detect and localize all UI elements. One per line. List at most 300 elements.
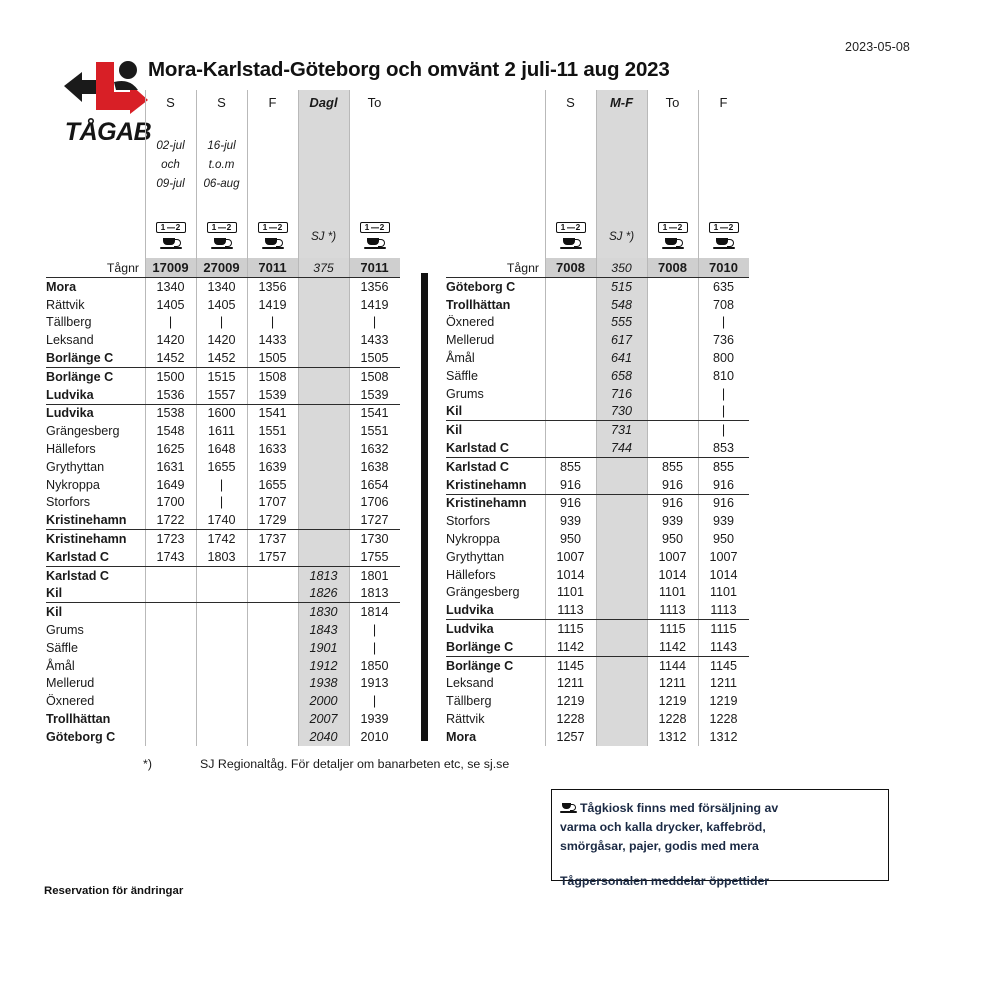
table-row	[46, 585, 400, 603]
first-second-class-icon: 1 2	[556, 222, 586, 233]
departure-time: 1700	[145, 494, 196, 512]
table-row	[446, 638, 749, 656]
departure-time	[247, 639, 298, 657]
station-name: Borlänge C	[46, 349, 145, 367]
coffee-cup-icon	[160, 237, 182, 250]
column-operator-right-1: SJ *)	[596, 214, 647, 258]
column-icons-left-1	[196, 214, 247, 258]
station-name: Åmål	[446, 351, 475, 366]
table-row	[46, 331, 400, 349]
column-daytype-right-1: M-F	[596, 90, 647, 114]
table-row	[446, 584, 749, 602]
departure-time: 916	[698, 476, 749, 494]
table-row	[446, 728, 749, 746]
departure-time: 1632	[349, 440, 400, 458]
departure-time: 1211	[698, 675, 749, 693]
station-name: Grums	[46, 623, 84, 638]
tagab-logo-text: TÅGAB	[64, 118, 152, 146]
departure-time	[298, 511, 349, 529]
table-row	[446, 314, 749, 332]
station-name: Ludvika	[446, 601, 545, 619]
column-validity-left-3	[298, 114, 349, 214]
departure-time: 916	[545, 494, 596, 512]
station-name: Öxnered	[46, 694, 95, 709]
departure-time: |	[145, 314, 196, 332]
icons-spacer	[446, 214, 545, 258]
table-row	[446, 476, 749, 494]
departure-time: 1405	[145, 296, 196, 314]
station-name: Hällefors	[46, 442, 96, 457]
header-spacer	[446, 90, 545, 114]
departure-time: 1228	[698, 710, 749, 728]
departure-time: |	[196, 314, 247, 332]
departure-time	[596, 548, 647, 566]
departure-time	[247, 585, 298, 603]
departure-time: 1143	[698, 638, 749, 656]
column-daytype-left-4: To	[349, 90, 400, 114]
departure-time	[596, 476, 647, 494]
departure-time: |	[698, 314, 749, 332]
table-row	[46, 639, 400, 657]
train-number-left-0: 17009	[145, 258, 196, 278]
station-name: Karlstad C	[446, 459, 509, 474]
departure-time: 1740	[196, 511, 247, 529]
departure-time: 515	[596, 278, 647, 296]
departure-time	[596, 457, 647, 475]
departure-time	[247, 657, 298, 675]
train-number-row	[46, 258, 400, 278]
departure-time	[298, 440, 349, 458]
first-second-class-icon: 1 2	[207, 222, 237, 233]
departure-time: 555	[596, 314, 647, 332]
departure-time	[545, 367, 596, 385]
header-row-icons	[446, 214, 749, 258]
departure-time	[145, 603, 196, 621]
departure-time: 1901	[298, 639, 349, 657]
departure-time: 1737	[247, 530, 298, 548]
coffee-cup-icon	[364, 237, 386, 250]
departure-time: 635	[698, 278, 749, 296]
departure-time	[298, 476, 349, 494]
departure-time: |	[349, 692, 400, 710]
departure-time: 1508	[349, 367, 400, 385]
station-name: Mora	[446, 729, 477, 744]
departure-time: 2040	[298, 728, 349, 746]
departure-time: 1938	[298, 675, 349, 693]
departure-time: 1707	[247, 494, 298, 512]
departure-time: 1452	[145, 349, 196, 367]
departure-time: 1655	[247, 476, 298, 494]
table-row	[46, 657, 400, 675]
departure-time: 1757	[247, 548, 298, 566]
departure-time	[247, 728, 298, 746]
reservation-note: Reservation för ändringar	[44, 885, 184, 897]
station-name: Kil	[46, 605, 63, 620]
station-name: Mora	[46, 279, 77, 294]
footnote-marker: *)	[143, 757, 152, 771]
departure-time: 1850	[349, 657, 400, 675]
column-icons-left-4	[349, 214, 400, 258]
departure-time: 916	[647, 476, 698, 494]
departure-time: 1144	[647, 656, 698, 674]
table-row	[446, 457, 749, 475]
departure-time	[145, 566, 196, 584]
column-daytype-right-2: To	[647, 90, 698, 114]
station-name: Leksand	[46, 333, 94, 348]
table-row	[446, 367, 749, 385]
table-row	[446, 675, 749, 693]
kiosk-line-3: smörgåsar, pajer, godis med mera	[560, 839, 759, 853]
departure-time: 855	[545, 457, 596, 475]
station-name: Nykroppa	[446, 532, 500, 547]
validity-line-2: t.o.m	[208, 157, 235, 171]
departure-time: 1228	[647, 710, 698, 728]
departure-time: 1803	[196, 548, 247, 566]
departure-time: 1633	[247, 440, 298, 458]
departure-time: 1419	[247, 296, 298, 314]
departure-time	[596, 710, 647, 728]
departure-time	[545, 296, 596, 314]
departure-time: 1538	[145, 404, 196, 422]
departure-time: 1419	[349, 296, 400, 314]
departure-time: 1611	[196, 422, 247, 440]
departure-time: |	[247, 314, 298, 332]
station-name: Kristinehamn	[46, 532, 127, 547]
departure-time	[545, 349, 596, 367]
column-icons-right-2	[647, 214, 698, 258]
departure-time	[545, 331, 596, 349]
departure-time	[298, 404, 349, 422]
departure-time: 916	[647, 494, 698, 512]
departure-time: 1814	[349, 603, 400, 621]
header-row-icons	[46, 214, 400, 258]
column-validity-right-3	[698, 114, 749, 214]
departure-time	[647, 278, 698, 296]
departure-time: 708	[698, 296, 749, 314]
departure-time	[647, 367, 698, 385]
departure-time: 1505	[247, 349, 298, 367]
departure-time: 2010	[349, 728, 400, 746]
departure-time: 1539	[349, 386, 400, 404]
departure-time	[647, 331, 698, 349]
departure-time: 1113	[698, 601, 749, 619]
departure-time	[596, 530, 647, 548]
departure-time: 1706	[349, 494, 400, 512]
departure-time: 1142	[545, 638, 596, 656]
departure-time: 853	[698, 439, 749, 457]
departure-time	[647, 385, 698, 403]
table-row	[46, 511, 400, 529]
train-number-left-1: 27009	[196, 258, 247, 278]
departure-time: |	[196, 476, 247, 494]
departure-time: 1500	[145, 367, 196, 385]
station-name: Säffle	[446, 368, 478, 383]
departure-time: 641	[596, 349, 647, 367]
departure-time: 1211	[545, 675, 596, 693]
station-name: Leksand	[446, 676, 494, 691]
departure-time	[145, 728, 196, 746]
table-row	[46, 566, 400, 584]
departure-time: 1625	[145, 440, 196, 458]
departure-time	[247, 566, 298, 584]
departure-time: 950	[647, 530, 698, 548]
departure-time: 1007	[545, 548, 596, 566]
departure-time: 1145	[545, 656, 596, 674]
column-validity-right-2	[647, 114, 698, 214]
departure-time: 1722	[145, 511, 196, 529]
station-name: Karlstad C	[46, 548, 145, 566]
departure-time	[298, 278, 349, 296]
departure-time	[596, 620, 647, 638]
departure-time: |	[698, 421, 749, 439]
header-row-validity	[446, 114, 749, 214]
column-daytype-left-1: S	[196, 90, 247, 114]
first-second-class-icon: 1 2	[658, 222, 688, 233]
departure-time: 1257	[545, 728, 596, 746]
validity-line-2: och	[161, 157, 180, 171]
departure-time: 1101	[647, 584, 698, 602]
column-daytype-right-0: S	[545, 90, 596, 114]
departure-time	[596, 566, 647, 584]
station-name: Ludvika	[446, 622, 494, 637]
departure-time: 731	[596, 421, 647, 439]
table-row	[446, 349, 749, 367]
departure-time: 1548	[145, 422, 196, 440]
station-name: Ludvika	[46, 386, 145, 404]
departure-time: 1939	[349, 710, 400, 728]
first-second-class-icon: 1 2	[360, 222, 390, 233]
departure-time: 800	[698, 349, 749, 367]
departure-time	[596, 728, 647, 746]
departure-time: 950	[698, 530, 749, 548]
departure-time: 1007	[647, 548, 698, 566]
departure-time	[145, 692, 196, 710]
departure-time	[196, 566, 247, 584]
table-row	[446, 512, 749, 530]
icons-spacer	[46, 214, 145, 258]
header-row-daytype	[446, 90, 749, 114]
departure-time: 1638	[349, 458, 400, 476]
column-validity-left-1	[196, 114, 247, 214]
departure-time: 548	[596, 296, 647, 314]
departure-time: 1541	[247, 404, 298, 422]
departure-time: 658	[596, 367, 647, 385]
station-name: Ludvika	[46, 406, 94, 421]
table-row	[446, 296, 749, 314]
departure-time	[196, 621, 247, 639]
table-row	[46, 548, 400, 566]
validity-line-3: 06-aug	[203, 176, 240, 190]
departure-time: 1508	[247, 367, 298, 385]
station-name: Mellerud	[46, 676, 95, 691]
table-row	[446, 439, 749, 457]
validity-line-3: 09-jul	[156, 176, 185, 190]
column-daytype-left-3: Dagl	[298, 90, 349, 114]
station-name: Säffle	[46, 640, 78, 655]
coffee-cup-icon	[560, 803, 577, 814]
departure-time	[247, 692, 298, 710]
coffee-cup-icon	[211, 237, 233, 250]
document-date: 2023-05-08	[845, 40, 910, 54]
departure-time	[545, 314, 596, 332]
train-number-right-3: 7010	[698, 258, 749, 278]
table-row	[46, 440, 400, 458]
table-row	[46, 278, 400, 296]
header-spacer	[46, 90, 145, 114]
departure-time	[596, 584, 647, 602]
table-row	[46, 675, 400, 693]
train-number-left-4: 7011	[349, 258, 400, 278]
departure-time	[647, 439, 698, 457]
station-name: Borlänge C	[446, 638, 545, 656]
departure-time: 744	[596, 439, 647, 457]
departure-time: 1729	[247, 511, 298, 529]
kiosk-text-1: Tågkiosk finns med försäljning av	[580, 801, 779, 815]
departure-time: 1515	[196, 367, 247, 385]
departure-time	[298, 367, 349, 385]
table-row	[446, 331, 749, 349]
station-name: Hällefors	[446, 567, 496, 582]
table-row	[446, 494, 749, 512]
departure-time	[298, 386, 349, 404]
departure-time: 1014	[647, 566, 698, 584]
departure-time	[196, 639, 247, 657]
table-row	[46, 710, 400, 728]
departure-time: 1356	[349, 278, 400, 296]
departure-time: 1727	[349, 511, 400, 529]
departure-time	[298, 422, 349, 440]
station-name: Göteborg C	[46, 729, 116, 744]
table-row	[446, 403, 749, 421]
footnote-text: SJ Regionaltåg. För detaljer om banarbeten etc, se sj.se	[200, 757, 510, 771]
kiosk-line-2: varma och kalla drycker, kaffebröd,	[560, 820, 766, 834]
column-validity-left-0	[145, 114, 196, 214]
column-daytype-right-3: F	[698, 90, 749, 114]
departure-time: 1113	[647, 601, 698, 619]
departure-time	[196, 585, 247, 603]
column-icons-right-3	[698, 214, 749, 258]
station-name: Tällberg	[46, 315, 92, 330]
table-row	[46, 422, 400, 440]
departure-time	[545, 385, 596, 403]
departure-time: 939	[647, 512, 698, 530]
column-validity-left-4	[349, 114, 400, 214]
table-row	[46, 458, 400, 476]
departure-time: 2007	[298, 710, 349, 728]
column-daytype-left-2: F	[247, 90, 298, 114]
footnote	[143, 757, 509, 771]
station-name: Kil	[46, 585, 145, 603]
table-row	[46, 349, 400, 367]
departure-time: 1536	[145, 386, 196, 404]
table-row	[46, 692, 400, 710]
table-divider-bar	[421, 273, 428, 741]
header-row-daytype	[46, 90, 400, 114]
station-name: Storfors	[446, 514, 491, 529]
coffee-cup-icon	[262, 237, 284, 250]
departure-time	[596, 494, 647, 512]
departure-time: 1539	[247, 386, 298, 404]
table-row	[46, 367, 400, 385]
departure-time	[545, 439, 596, 457]
departure-time	[196, 728, 247, 746]
table-row	[446, 278, 749, 296]
station-name: Storfors	[46, 495, 91, 510]
departure-time	[298, 296, 349, 314]
departure-time: 1830	[298, 603, 349, 621]
train-number-right-2: 7008	[647, 258, 698, 278]
departure-time	[298, 548, 349, 566]
departure-time: 855	[698, 457, 749, 475]
departure-time: 1312	[698, 728, 749, 746]
station-name: Trollhättan	[446, 297, 511, 312]
station-name: Öxnered	[446, 315, 495, 330]
first-second-class-icon: 1 2	[156, 222, 186, 233]
departure-time: |	[349, 621, 400, 639]
coffee-cup-icon	[662, 237, 684, 250]
departure-time: 1813	[298, 566, 349, 584]
station-name: Göteborg C	[446, 279, 516, 294]
table-row	[46, 530, 400, 548]
departure-time: 1356	[247, 278, 298, 296]
departure-time: 1843	[298, 621, 349, 639]
departure-time: 1730	[349, 530, 400, 548]
departure-time: |	[349, 639, 400, 657]
column-icons-right-0	[545, 214, 596, 258]
departure-time: 1312	[647, 728, 698, 746]
departure-time: |	[349, 314, 400, 332]
departure-time: 1648	[196, 440, 247, 458]
first-second-class-icon: 1 2	[709, 222, 739, 233]
departure-time: 1801	[349, 566, 400, 584]
station-name: Trollhättan	[46, 712, 111, 727]
station-name: Borlänge C	[46, 369, 114, 384]
train-number-label: Tågnr	[46, 258, 145, 278]
station-name: Grums	[446, 386, 484, 401]
departure-time	[145, 639, 196, 657]
departure-time: 1420	[145, 331, 196, 349]
column-validity-right-0	[545, 114, 596, 214]
departure-time	[596, 601, 647, 619]
departure-time: 1755	[349, 548, 400, 566]
departure-time	[545, 421, 596, 439]
page-title: Mora-Karlstad-Göteborg och omvänt 2 juli-11 aug 2023	[148, 58, 670, 81]
column-validity-right-1	[596, 114, 647, 214]
departure-time: 1655	[196, 458, 247, 476]
station-name: Rättvik	[446, 712, 485, 727]
departure-time	[545, 278, 596, 296]
departure-time: 916	[545, 476, 596, 494]
departure-time	[298, 458, 349, 476]
departure-time	[298, 349, 349, 367]
station-name: Kristinehamn	[46, 511, 145, 529]
departure-time: |	[698, 403, 749, 421]
table-row	[46, 404, 400, 422]
station-name: Karlstad C	[446, 439, 545, 457]
table-row	[446, 566, 749, 584]
table-row	[46, 728, 400, 746]
departure-time: 1219	[647, 692, 698, 710]
departure-time: 1115	[545, 620, 596, 638]
departure-time: 810	[698, 367, 749, 385]
station-name: Kil	[446, 403, 545, 421]
departure-time: 1723	[145, 530, 196, 548]
station-name: Åmål	[46, 658, 75, 673]
column-operator-left-3: SJ *)	[298, 214, 349, 258]
departure-time: 1433	[349, 331, 400, 349]
departure-time	[647, 349, 698, 367]
departure-time: 950	[545, 530, 596, 548]
